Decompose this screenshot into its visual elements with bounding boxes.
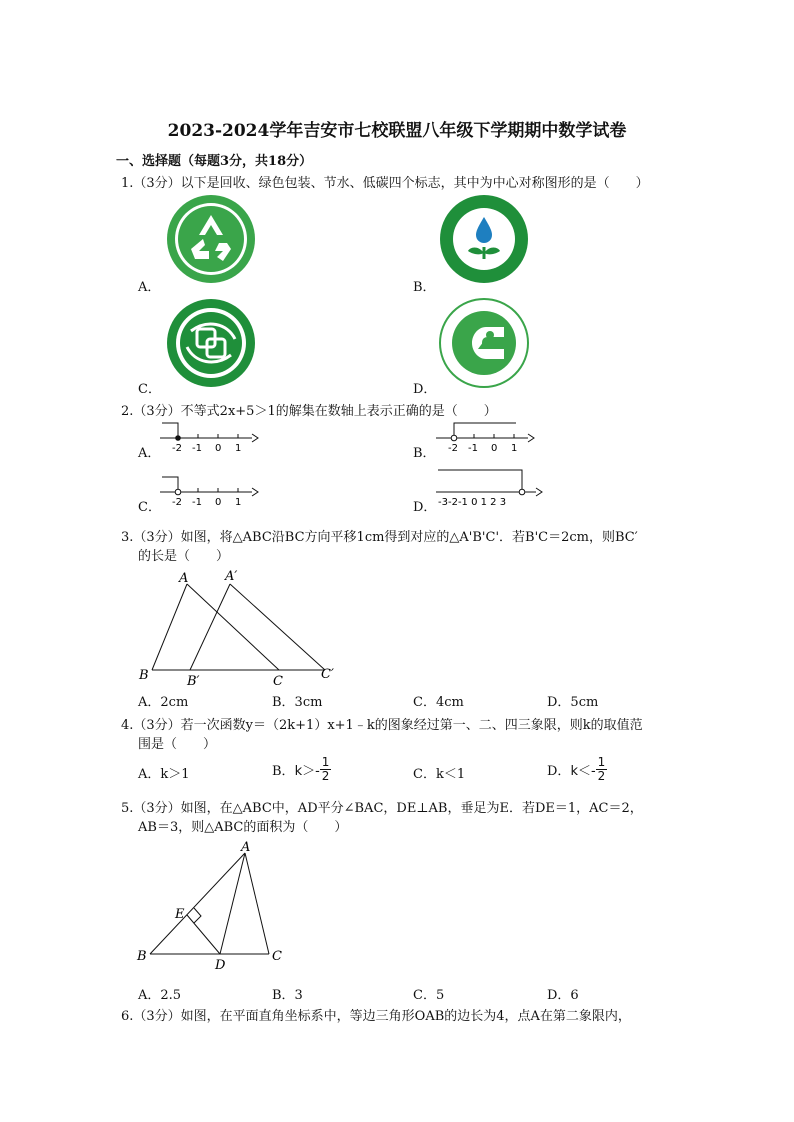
page-title: 2023-2024学年吉安市七校联盟八年级下学期期中数学试卷 xyxy=(167,121,627,141)
recycle-logo xyxy=(165,193,257,285)
q2-option-c: C． xyxy=(138,500,161,515)
denominator: 2 xyxy=(321,769,330,783)
translation-triangle-figure xyxy=(135,566,350,690)
label-b-prime: B′ xyxy=(187,674,200,689)
tick-label: 0 xyxy=(215,497,222,508)
tick-label: -1 xyxy=(192,497,202,508)
q2-option-b: B． xyxy=(413,446,436,461)
question-6-line1: 6.（3分）如图，在平面直角坐标系中，等边三角形OAB的边长为4，点A在第二象限内， xyxy=(121,1009,631,1024)
numerator: 1 xyxy=(597,755,606,769)
tick-label: 0 xyxy=(215,443,222,454)
green-package-logo xyxy=(438,193,530,285)
q4-option-b-letter: B． xyxy=(272,764,295,779)
q4-option-a: A．k＞1 xyxy=(138,767,190,782)
tick-label: 1 xyxy=(235,497,242,508)
label-b: B xyxy=(137,949,147,964)
q5-option-d: D．6 xyxy=(547,988,579,1003)
q5-option-b: B．3 xyxy=(272,988,303,1003)
tick-label: 0 xyxy=(491,443,498,454)
q4-option-d-fraction xyxy=(596,756,608,783)
tick-label: -2 xyxy=(448,443,458,454)
question-3-line2: 的长是（ ） xyxy=(138,549,230,564)
label-a: A xyxy=(241,840,251,855)
label-e: E xyxy=(175,907,185,922)
question-4-line1: 4.（3分）若一次函数y＝（2k+1）x+1﹣k的图象经过第一、二、四三象限，则k的取值范 xyxy=(121,718,643,733)
tick-label: 1 xyxy=(511,443,518,454)
q2-option-a: A． xyxy=(138,446,161,461)
q1-option-d: D． xyxy=(413,382,437,397)
q3-option-c: C．4cm xyxy=(413,695,464,710)
tick-label: -2 xyxy=(172,443,182,454)
question-5-line2: AB＝3，则△ABC的面积为（ ） xyxy=(138,820,348,835)
tick-label: -2 xyxy=(172,497,182,508)
number-line-d xyxy=(436,466,546,510)
denominator: 2 xyxy=(597,769,606,783)
label-c-prime: C′ xyxy=(321,667,334,682)
q4-option-c: C．k＜1 xyxy=(413,767,466,782)
q4-option-b xyxy=(272,756,331,783)
q4-option-b-expr: k＞- xyxy=(294,764,320,779)
tick-label: -1 xyxy=(468,443,478,454)
label-a: A xyxy=(179,571,189,586)
label-b: B xyxy=(139,668,149,683)
q3-option-a: A．2cm xyxy=(138,695,189,710)
section-heading: 一、选择题（每题3分，共18分） xyxy=(116,154,313,169)
numerator: 1 xyxy=(321,755,330,769)
number-line-b xyxy=(436,420,536,456)
q4-option-d xyxy=(547,756,607,783)
q1-option-b: B． xyxy=(413,280,436,295)
low-carbon-logo xyxy=(438,297,530,389)
label-c: C xyxy=(272,949,282,964)
water-saving-logo xyxy=(165,297,257,389)
question-5-line1: 5.（3分）如图，在△ABC中，AD平分∠BAC，DE⊥AB，垂足为E．若DE＝1，AC＝2， xyxy=(121,801,643,816)
question-3-line1: 3.（3分）如图，将△ABC沿BC方向平移1cm得到对应的△A'B'C'．若B'C＝2cm，则BC′ xyxy=(121,530,638,545)
q3-option-d: D．5cm xyxy=(547,695,599,710)
question-1-stem: 1.（3分）以下是回收、绿色包装、节水、低碳四个标志，其中为中心对称图形的是（ ） xyxy=(121,176,649,191)
q1-option-c: C． xyxy=(138,382,161,397)
q4-option-d-expr: k＜- xyxy=(570,764,596,779)
q4-option-b-fraction xyxy=(320,756,332,783)
q1-option-a: A． xyxy=(138,280,161,295)
number-line-a xyxy=(160,420,260,456)
label-a-prime: A′ xyxy=(225,569,238,584)
tick-label: 1 xyxy=(235,443,242,454)
label-c: C xyxy=(273,674,283,689)
q5-option-a: A．2.5 xyxy=(138,988,182,1003)
label-d: D xyxy=(215,958,226,973)
angle-bisector-triangle-figure xyxy=(135,838,295,973)
q2-option-d: D． xyxy=(413,500,437,515)
number-line-c xyxy=(160,474,260,510)
question-4-line2: 围是（ ） xyxy=(138,737,217,752)
question-2-stem: 2.（3分）不等式2x+5＞1的解集在数轴上表示正确的是（ ） xyxy=(121,404,497,419)
tick-labels-d: -3-2-1 0 1 2 3 xyxy=(438,497,507,508)
q5-option-c: C．5 xyxy=(413,988,445,1003)
q4-option-d-letter: D． xyxy=(547,764,571,779)
q3-option-b: B．3cm xyxy=(272,695,323,710)
tick-label: -1 xyxy=(192,443,202,454)
